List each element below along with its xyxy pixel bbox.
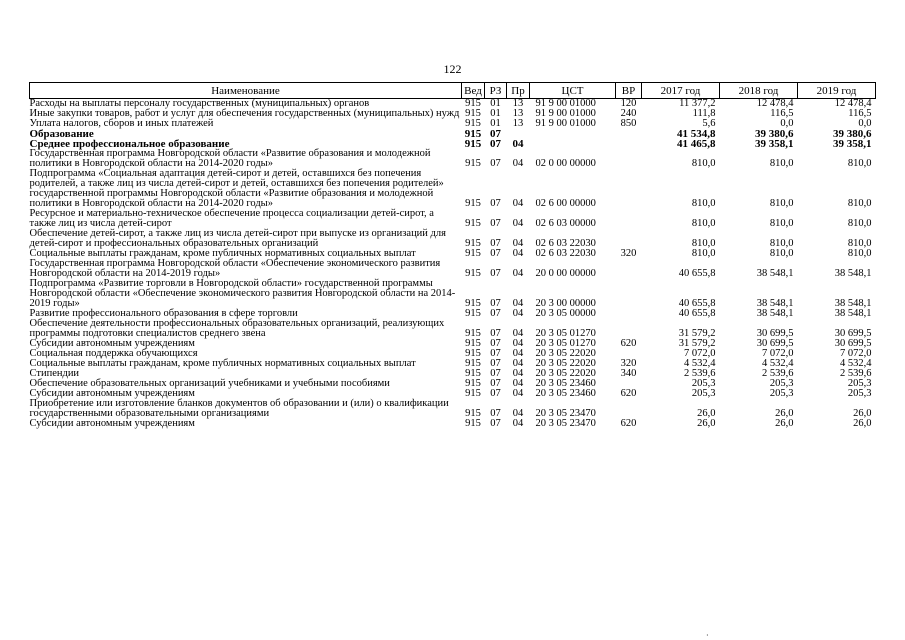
row-2017: 205,3 (691, 388, 716, 399)
row-cst: 20 3 05 23470 (535, 408, 596, 419)
row-ved: 915 (465, 248, 481, 259)
row-2019: 30 699,5 (834, 328, 872, 339)
table-header-row (30, 83, 876, 99)
row-2017: 40 655,8 (678, 268, 716, 279)
row-pr: 04 (512, 338, 524, 349)
header-pr: Пр (507, 83, 530, 99)
row-name: Расходы на выплаты персоналу государственных (муниципальных) органов (29, 98, 370, 109)
row-2018: 2 539,6 (762, 368, 794, 379)
row-ved: 915 (465, 198, 481, 209)
row-name: Стипендии (29, 368, 80, 379)
row-cst: 20 3 05 01270 (535, 328, 596, 339)
row-pr: 04 (512, 388, 524, 399)
row-pr: 13 (512, 98, 524, 109)
row-2019: 810,0 (847, 218, 872, 229)
row-name: Подпрограмма «Социальная адаптация детей-сирот и детей, оставшихся без попечения родителей, а также лиц из числа детей-сирот и детей, оставшихся без попечения родителей» государственной программы Новгородской области «Развитие образования и молодежной политики в Новгородской области на 2014-2020 годы» (29, 168, 444, 209)
row-2019: 38 548,1 (834, 268, 872, 279)
row-ved: 915 (464, 128, 482, 140)
page-number: 122 (443, 62, 462, 76)
row-rz: 07 (490, 248, 501, 259)
row-vr: 240 (620, 108, 637, 119)
row-2017: 40 655,8 (678, 298, 716, 309)
row-name: Социальная поддержка обучающихся (29, 348, 198, 359)
row-2018: 26,0 (775, 418, 794, 429)
budget-table (29, 82, 876, 429)
row-rz: 07 (490, 198, 501, 209)
row-2019: 26,0 (853, 408, 872, 419)
row-2018: 7 072,0 (762, 348, 794, 359)
row-2017: 41 534,8 (677, 128, 716, 140)
row-2018: 26,0 (775, 408, 794, 419)
row-2019: 810,0 (847, 248, 872, 259)
row-2019: 810,0 (847, 198, 872, 209)
row-ved: 915 (465, 418, 481, 429)
row-cst: 20 3 05 00000 (535, 308, 596, 319)
row-2017: 2 539,6 (684, 368, 716, 379)
row-2018: 205,3 (769, 388, 794, 399)
row-vr (616, 229, 642, 249)
header-2018: 2018 год (720, 83, 798, 99)
row-2018: 810,0 (769, 198, 794, 209)
row-cst: 20 3 05 01270 (535, 338, 596, 349)
row-rz: 07 (490, 358, 501, 369)
row-name: Субсидии автономным учреждениям (29, 388, 195, 399)
row-vr (616, 309, 642, 319)
row-2019: 38 548,1 (834, 308, 872, 319)
row-vr: 850 (620, 118, 637, 129)
row-pr: 04 (512, 238, 524, 249)
row-ved: 915 (465, 108, 481, 119)
row-cst: 20 3 05 23460 (535, 388, 596, 399)
row-rz: 01 (490, 108, 501, 119)
row-pr: 04 (512, 198, 524, 209)
header-ved: Вед (462, 83, 485, 99)
row-vr (616, 259, 642, 279)
row-pr: 04 (512, 298, 524, 309)
row-rz: 01 (490, 118, 501, 129)
row-pr: 13 (512, 118, 524, 129)
row-vr (616, 149, 642, 169)
row-rz: 07 (490, 308, 501, 319)
table-row (30, 149, 876, 169)
row-ved: 915 (465, 298, 481, 309)
row-rz: 01 (490, 98, 501, 109)
row-rz: 07 (490, 378, 501, 389)
row-name: Обеспечение детей-сирот, а также лиц из числа детей-сирот при выпуске из организаций для детей-сирот и профессиональных образовательных организаций (29, 228, 446, 249)
row-2019: 0,0 (858, 118, 872, 129)
row-2018: 4 532,4 (762, 358, 794, 369)
row-cst (530, 129, 616, 139)
row-pr: 04 (512, 418, 524, 429)
row-ved: 915 (465, 308, 481, 319)
row-vr: 620 (620, 338, 637, 349)
row-2018: 810,0 (769, 158, 794, 169)
row-vr (616, 319, 642, 339)
header-2019: 2019 год (798, 83, 876, 99)
row-vr: 320 (620, 358, 637, 369)
row-2018: 810,0 (769, 248, 794, 259)
row-pr: 04 (512, 248, 524, 259)
row-ved: 915 (465, 158, 481, 169)
row-pr: 04 (512, 308, 524, 319)
row-rz: 07 (490, 238, 501, 249)
table-row (30, 169, 876, 209)
row-name: Образование (29, 128, 94, 140)
row-2017: 11 377,2 (679, 98, 716, 109)
row-ved: 915 (465, 328, 481, 339)
row-cst: 91 9 00 01000 (535, 108, 596, 119)
row-name: Обеспечение деятельности профессиональных образовательных организаций, реализующих программы подготовки специалистов среднего звена (29, 318, 445, 339)
header-name: Наименование (30, 83, 462, 99)
row-2018: 39 380,6 (755, 128, 794, 140)
row-vr (616, 399, 642, 419)
row-2019: 39 358,1 (833, 138, 872, 150)
row-cst: 20 3 00 00000 (535, 298, 596, 309)
row-ved: 915 (465, 388, 481, 399)
row-rz: 07 (490, 218, 501, 229)
row-rz: 07 (490, 328, 501, 339)
row-2019: 205,3 (847, 378, 872, 389)
row-2017: 5,6 (702, 118, 716, 129)
row-rz: 07 (490, 128, 501, 140)
row-2018: 0,0 (780, 118, 794, 129)
row-vr: 340 (620, 368, 637, 379)
row-2017: 40 655,8 (678, 308, 716, 319)
row-2017: 810,0 (691, 218, 716, 229)
row-vr (616, 139, 642, 149)
header-2017: 2017 год (642, 83, 720, 99)
row-vr (616, 279, 642, 309)
row-2019: 26,0 (853, 418, 872, 429)
table-row (30, 119, 876, 129)
row-rz: 07 (490, 298, 501, 309)
row-ved: 915 (465, 218, 481, 229)
scan-mark: · (706, 631, 709, 640)
row-pr: 04 (512, 348, 524, 359)
row-pr: 04 (512, 328, 524, 339)
row-name: Развитие профессионального образования в сфере торговли (29, 308, 298, 319)
row-name: Среднее профессиональное образование (29, 138, 230, 150)
row-2019: 38 548,1 (834, 298, 872, 309)
row-name: Уплата налогов, сборов и иных платежей (29, 118, 214, 129)
row-name: Социальные выплаты гражданам, кроме публичных нормативных социальных выплат (29, 358, 416, 369)
row-2017: 31 579,2 (678, 328, 716, 339)
row-vr (616, 129, 642, 139)
row-2018: 30 699,5 (756, 338, 794, 349)
row-name: Социальные выплаты гражданам, кроме публичных нормативных социальных выплат (29, 248, 416, 259)
row-vr (616, 209, 642, 229)
row-rz: 07 (490, 388, 501, 399)
row-name: Обеспечение образовательных организаций учебниками и учебными пособиями (29, 378, 390, 389)
row-pr: 04 (512, 218, 524, 229)
row-2019: 7 072,0 (840, 348, 872, 359)
row-cst: 02 6 03 00000 (535, 218, 596, 229)
row-2019: 810,0 (847, 238, 872, 249)
row-ved: 915 (465, 408, 481, 419)
row-vr: 620 (620, 388, 637, 399)
row-vr: 120 (620, 98, 637, 109)
table-row (30, 359, 876, 369)
header-cst: ЦСТ (530, 83, 616, 99)
row-ved: 915 (464, 138, 482, 150)
row-rz: 07 (490, 408, 501, 419)
row-ved: 915 (465, 368, 481, 379)
table-row (30, 399, 876, 419)
row-pr: 04 (512, 158, 524, 169)
row-cst: 20 3 05 22020 (535, 348, 596, 359)
row-name: Подпрограмма «Развитие торговли в Новгородской области» государственной программы Новгородской области «Обеспечение экономического развития Новгородской области на 2014-2019 годы» (29, 278, 456, 309)
row-name: Субсидии автономным учреждениям (29, 418, 195, 429)
row-2019: 30 699,5 (834, 338, 872, 349)
row-2019: 116,5 (848, 108, 872, 119)
row-cst: 02 6 00 00000 (535, 198, 596, 209)
row-name: Государственная программа Новгородской области «Обеспечение экономического развития Новгородской области на 2014-2019 годы» (29, 258, 441, 279)
row-2018: 205,3 (769, 378, 794, 389)
row-cst: 20 3 05 22020 (535, 358, 596, 369)
row-2017: 26,0 (697, 408, 716, 419)
row-ved: 915 (465, 348, 481, 359)
row-2018: 30 699,5 (756, 328, 794, 339)
row-cst: 02 6 03 22030 (535, 238, 596, 249)
row-cst: 20 3 05 23460 (535, 378, 596, 389)
row-2017: 7 072,0 (684, 348, 716, 359)
row-rz: 07 (490, 268, 501, 279)
row-ved: 915 (465, 98, 481, 109)
table-row (30, 319, 876, 339)
row-pr: 04 (512, 378, 524, 389)
row-ved: 915 (465, 268, 481, 279)
row-rz: 07 (490, 158, 501, 169)
row-rz: 07 (490, 418, 501, 429)
row-ved: 915 (465, 338, 481, 349)
table-row (30, 279, 876, 309)
row-2017: 26,0 (697, 418, 716, 429)
table-row (30, 229, 876, 249)
row-2019: 4 532,4 (840, 358, 872, 369)
row-ved: 915 (465, 358, 481, 369)
row-2018: 12 478,4 (756, 98, 794, 109)
row-cst: 02 6 03 22030 (535, 248, 596, 259)
row-vr: 620 (620, 418, 637, 429)
row-cst (530, 139, 616, 149)
row-2017: 810,0 (691, 198, 716, 209)
row-cst: 20 3 05 22020 (535, 368, 596, 379)
row-2018: 38 548,1 (756, 298, 794, 309)
row-pr: 13 (512, 108, 524, 119)
row-2017: 31 579,2 (678, 338, 716, 349)
row-2018: 810,0 (769, 218, 794, 229)
row-2018: 116,5 (770, 108, 794, 119)
row-2018: 810,0 (769, 238, 794, 249)
table-row (30, 259, 876, 279)
row-pr: 04 (512, 138, 524, 150)
row-rz: 07 (490, 138, 501, 150)
row-2018: 38 548,1 (756, 308, 794, 319)
row-2018: 39 358,1 (755, 138, 794, 150)
table-row (30, 419, 876, 429)
row-2017: 810,0 (691, 238, 716, 249)
row-name: Государственная программа Новгородской области «Развитие образования и молодежной политики в Новгородской области на 2014-2020 годы» (29, 148, 431, 169)
row-ved: 915 (465, 238, 481, 249)
row-2017: 205,3 (691, 378, 716, 389)
row-2017: 810,0 (691, 248, 716, 259)
row-pr: 04 (512, 408, 524, 419)
row-2017: 111,8 (692, 108, 716, 119)
row-name: Субсидии автономным учреждениям (29, 338, 195, 349)
table-row (30, 209, 876, 229)
row-2019: 2 539,6 (840, 368, 872, 379)
row-vr (616, 169, 642, 209)
row-name: Приобретение или изготовление бланков документов об образовании и (или) о квалификации государственными образовательными организациями (29, 398, 449, 419)
row-2017: 41 465,8 (677, 138, 716, 150)
row-name: Иные закупки товаров, работ и услуг для обеспечения государственных (муниципальных) нужд (29, 108, 460, 119)
row-vr: 320 (620, 248, 637, 259)
row-cst: 02 0 00 00000 (535, 158, 596, 169)
row-2019: 205,3 (847, 388, 872, 399)
row-2018: 38 548,1 (756, 268, 794, 279)
row-ved: 915 (465, 378, 481, 389)
row-cst: 91 9 00 01000 (535, 98, 596, 109)
row-2017: 810,0 (691, 158, 716, 169)
row-pr: 04 (512, 358, 524, 369)
row-pr: 04 (512, 368, 524, 379)
table-body (30, 99, 876, 430)
row-2019: 12 478,4 (834, 98, 872, 109)
row-rz: 07 (490, 348, 501, 359)
row-2019: 39 380,6 (833, 128, 872, 140)
row-cst: 91 9 00 01000 (535, 118, 596, 129)
row-ved: 915 (465, 118, 481, 129)
row-rz: 07 (490, 338, 501, 349)
row-cst: 20 3 05 23470 (535, 418, 596, 429)
header-vr: ВР (616, 83, 642, 99)
row-2019: 810,0 (847, 158, 872, 169)
row-name: Ресурсное и материально-техническое обеспечение процесса социализации детей-сирот, а также лиц из числа детей-сирот (29, 208, 434, 229)
row-cst: 20 0 00 00000 (535, 268, 596, 279)
row-pr: 04 (512, 268, 524, 279)
header-rz: РЗ (485, 83, 507, 99)
row-2017: 4 532,4 (684, 358, 716, 369)
row-rz: 07 (490, 368, 501, 379)
